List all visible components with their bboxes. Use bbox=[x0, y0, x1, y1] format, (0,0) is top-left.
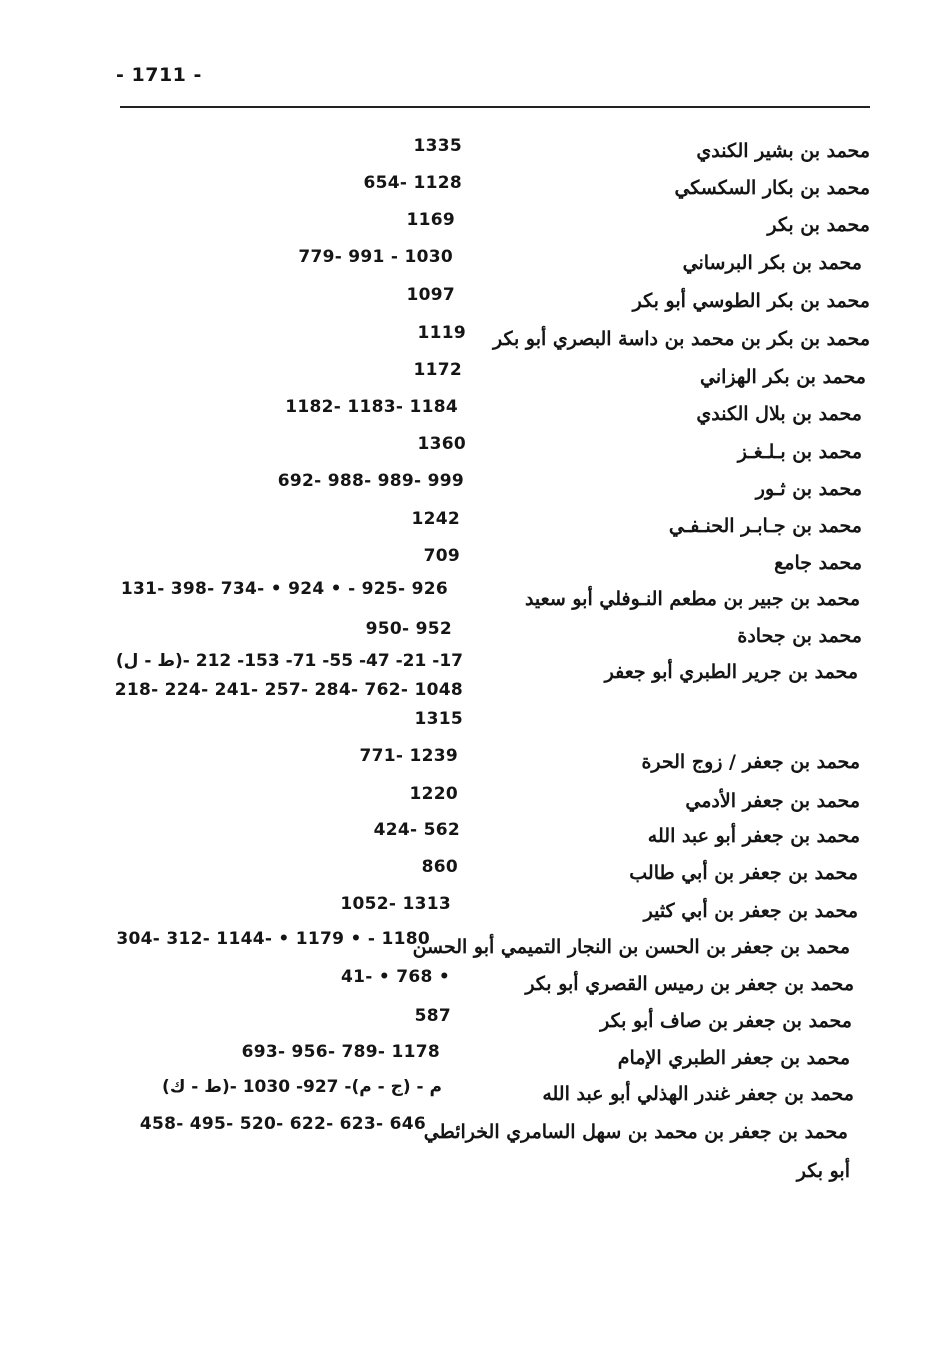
entry-name: محمد بن جحادة bbox=[737, 625, 862, 647]
entry-name: أبو بكر bbox=[796, 1160, 850, 1182]
entry-page-refs: (ط - ل)- 17- 21- 47- 55- 71- 153- 212 bbox=[115, 651, 463, 671]
entry-name: محمد بن بكر بن محمد بن داسة البصري أبو بكر bbox=[493, 328, 870, 350]
entry-name: محمد بن جعفر بن رميس القصري أبو بكر bbox=[525, 973, 854, 995]
entry-name: محمد بن جعفر الطبري الإمام bbox=[617, 1047, 850, 1069]
entry-page-refs: 41- • 768 • bbox=[341, 967, 450, 987]
entry-name: محمد بن بكر البرساني bbox=[682, 252, 862, 274]
entry-page-refs: 1315 bbox=[414, 709, 463, 729]
entry-page-refs: 654- 1128 bbox=[363, 173, 462, 193]
entry-name: محمد بن بكر الهزاني bbox=[700, 366, 866, 388]
entry-page-refs: 1097 bbox=[406, 285, 455, 305]
entry-name: محمد بن جرير الطبري أبو جعفر bbox=[604, 661, 858, 683]
entry-page-refs: 860 bbox=[421, 857, 458, 877]
entry-name: محمد بن جعفر بن الحسن بن النجار التميمي أبو الحسن bbox=[412, 936, 850, 958]
entry-page-refs: 1360 bbox=[417, 434, 466, 454]
entry-name: محمد بن جعفر أبو عبد الله bbox=[647, 825, 860, 847]
entry-name: محمد بن جعفر الأدمي bbox=[685, 790, 860, 812]
entry-name: محمد بن بشير الكندي bbox=[696, 140, 870, 162]
entry-page-refs: 587 bbox=[414, 1006, 451, 1026]
entry-name: محمد بن جـابـر الحنـفـي bbox=[668, 515, 862, 537]
entry-name: محمد جامع bbox=[774, 552, 862, 574]
entry-page-refs: 692- 988- 989- 999 bbox=[277, 471, 464, 491]
entry-page-refs: 1182- 1183- 1184 bbox=[285, 397, 458, 417]
entry-name: محمد بن جعفر بن محمد بن سهل السامري الخرائطي bbox=[423, 1121, 848, 1143]
entry-page-refs: 1242 bbox=[411, 509, 460, 529]
entry-name: محمد بن جعفر / زوج الحرة bbox=[641, 751, 860, 773]
entry-page-refs: 779- 991 - 1030 bbox=[298, 247, 453, 267]
entry-page-refs: 1220 bbox=[409, 784, 458, 804]
entry-page-refs: 218- 224- 241- 257- 284- 762- 1048 bbox=[114, 680, 463, 700]
entry-name: محمد بن بـلـغـز bbox=[737, 441, 862, 463]
entry-name: محمد بن جعفر بن أبي طالب bbox=[629, 862, 858, 884]
entry-page-refs: 304- 312- 1144- • 1179 • - 1180 bbox=[116, 929, 430, 949]
entry-page-refs: 1052- 1313 bbox=[340, 894, 451, 914]
entry-page-refs: 458- 495- 520- 622- 623- 646 bbox=[139, 1114, 426, 1134]
entry-page-refs: 693- 956- 789- 1178 bbox=[241, 1042, 440, 1062]
entry-page-refs: 1119 bbox=[417, 323, 466, 343]
entry-page-refs: (ط - ك)- م - (ج - م)- 927- 1030 bbox=[162, 1077, 442, 1097]
entry-name: محمد بن بكر bbox=[767, 214, 870, 236]
entry-page-refs: 131- 398- 734- • 924 • - 925- 926 bbox=[120, 579, 448, 599]
entry-page-refs: 709 bbox=[423, 546, 460, 566]
entry-page-refs: 1169 bbox=[406, 210, 455, 230]
entry-name: محمد بن بكار السكسكي bbox=[674, 177, 870, 199]
entry-name: محمد بن بلال الكندي bbox=[696, 403, 862, 425]
entry-name: محمد بن بكر الطوسي أبو بكر bbox=[632, 290, 870, 312]
entry-name: محمد بن ثـور bbox=[755, 478, 862, 500]
entry-page-refs: 771- 1239 bbox=[359, 746, 458, 766]
entry-page-refs: 950- 952 bbox=[365, 619, 452, 639]
entry-page-refs: 424- 562 bbox=[373, 820, 460, 840]
entry-name: محمد بن جعفر غندر الهذلي أبو عبد الله bbox=[542, 1083, 854, 1105]
page-number: - 1711 - bbox=[116, 64, 202, 86]
header-rule bbox=[120, 106, 870, 108]
entry-name: محمد بن جعفر بن صاف أبو بكر bbox=[600, 1010, 852, 1032]
entry-page-refs: 1172 bbox=[413, 360, 462, 380]
entry-page-refs: 1335 bbox=[413, 136, 462, 156]
entry-name: محمد بن جعفر بن أبي كثير bbox=[643, 900, 858, 922]
entry-name: محمد بن جبير بن مطعم النـوفلي أبو سعيد bbox=[524, 588, 860, 610]
